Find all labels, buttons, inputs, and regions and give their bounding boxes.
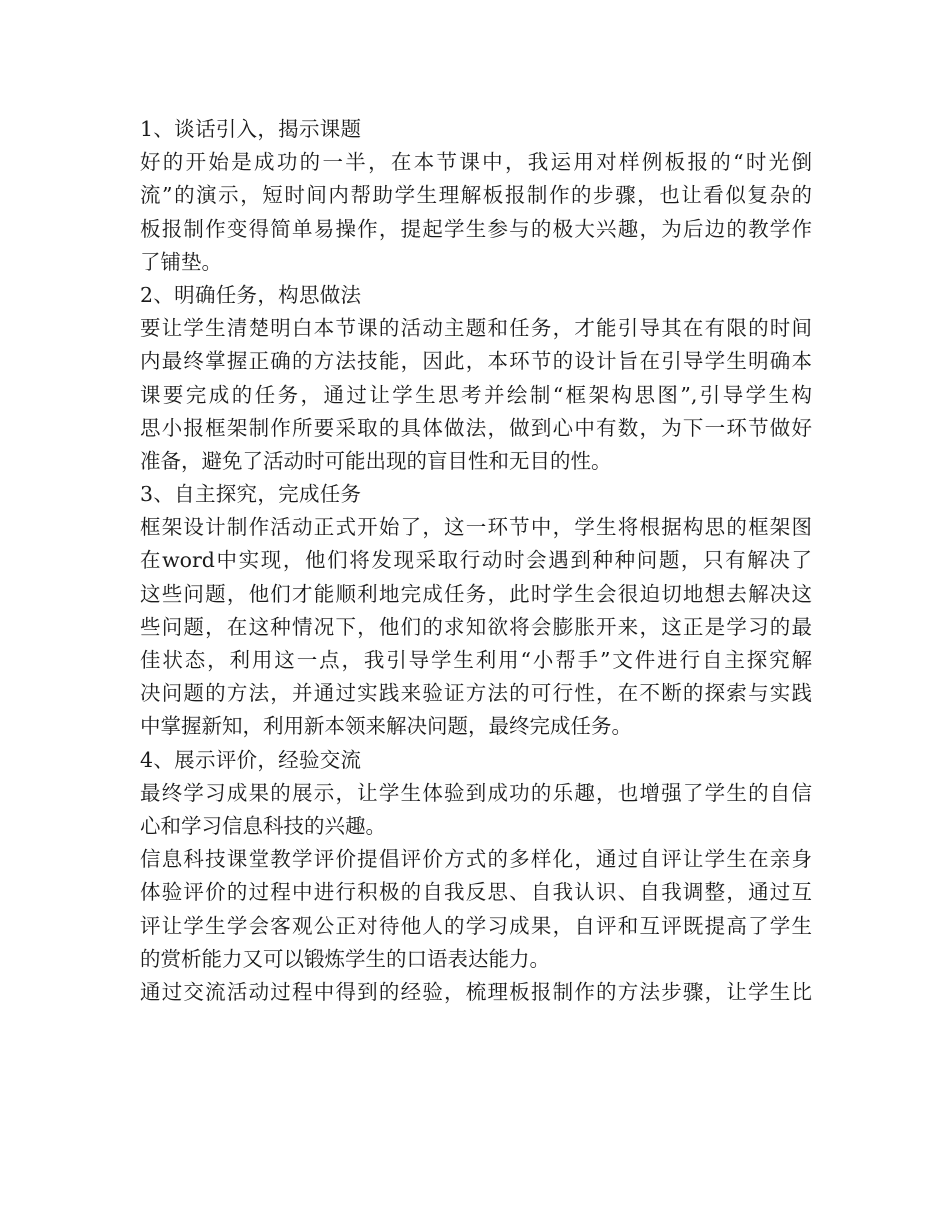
paragraph-line: 在word中实现，他们将发现采取行动时会遇到种种问题，只有解决了 <box>140 548 812 573</box>
paragraph-line: 些问题，在这种情况下，他们的求知欲将会膨胀开来，这正是学习的最 <box>140 614 812 639</box>
paragraph-line: 好的开始是成功的一半，在本节课中，我运用对样例板报的“时光倒 <box>140 150 812 175</box>
paragraph-line: 这些问题，他们才能顺利地完成任务，此时学生会很迫切地想去解决这 <box>140 581 812 606</box>
paragraph-line: 准备，避免了活动时可能出现的盲目性和无目的性。 <box>140 448 612 473</box>
section-heading: 4、展示评价，经验交流 <box>140 747 362 772</box>
paragraph-line: 心和学习信息科技的兴趣。 <box>140 813 386 838</box>
paragraph-line: 最终学习成果的展示，让学生体验到成功的乐趣，也增强了学生的自信 <box>140 780 812 805</box>
paragraph-line: 了铺垫。 <box>140 249 222 274</box>
paragraph-line: 板报制作变得简单易操作，提起学生参与的极大兴趣，为后边的教学作 <box>140 216 812 241</box>
document-body <box>140 113 812 1009</box>
paragraph-line: 框架设计制作活动正式开始了，这一环节中，学生将根据构思的框架图 <box>140 515 812 540</box>
section-heading: 2、明确任务，构思做法 <box>140 282 362 307</box>
paragraph-line: 评让学生学会客观公正对待他人的学习成果，自评和互评既提高了学生 <box>140 913 812 938</box>
paragraph-line: 课要完成的任务，通过让学生思考并绘制“框架构思图”,引导学生构 <box>140 382 812 407</box>
paragraph-line: 通过交流活动过程中得到的经验，梳理板报制作的方法步骤，让学生比 <box>140 979 812 1004</box>
section-heading: 1、谈话引入，揭示课题 <box>140 117 362 141</box>
paragraph-line: 佳状态，利用这一点，我引导学生利用“小帮手”文件进行自主探究解 <box>140 648 812 672</box>
paragraph-line: 决问题的方法，并通过实践来验证方法的可行性，在不断的探索与实践 <box>140 681 812 706</box>
paragraph-line: 要让学生清楚明白本节课的活动主题和任务，才能引导其在有限的时间 <box>140 316 812 341</box>
paragraph-line: 信息科技课堂教学评价提倡评价方式的多样化，通过自评让学生在亲身 <box>140 847 812 872</box>
section-heading: 3、自主探究，完成任务 <box>140 482 362 507</box>
paragraph-line: 流”的演示，短时间内帮助学生理解板报制作的步骤，也让看似复杂的 <box>140 183 812 208</box>
paragraph-line: 内最终掌握正确的方法技能，因此，本环节的设计旨在引导学生明确本 <box>140 349 812 374</box>
paragraph-line: 思小报框架制作所要采取的具体做法，做到心中有数，为下一环节做好 <box>140 415 812 440</box>
paragraph-line: 中掌握新知，利用新本领来解决问题，最终完成任务。 <box>140 714 632 739</box>
paragraph-line: 体验评价的过程中进行积极的自我反思、自我认识、自我调整，通过互 <box>140 880 812 905</box>
paragraph-line: 的赏析能力又可以锻炼学生的口语表达能力。 <box>140 946 550 971</box>
